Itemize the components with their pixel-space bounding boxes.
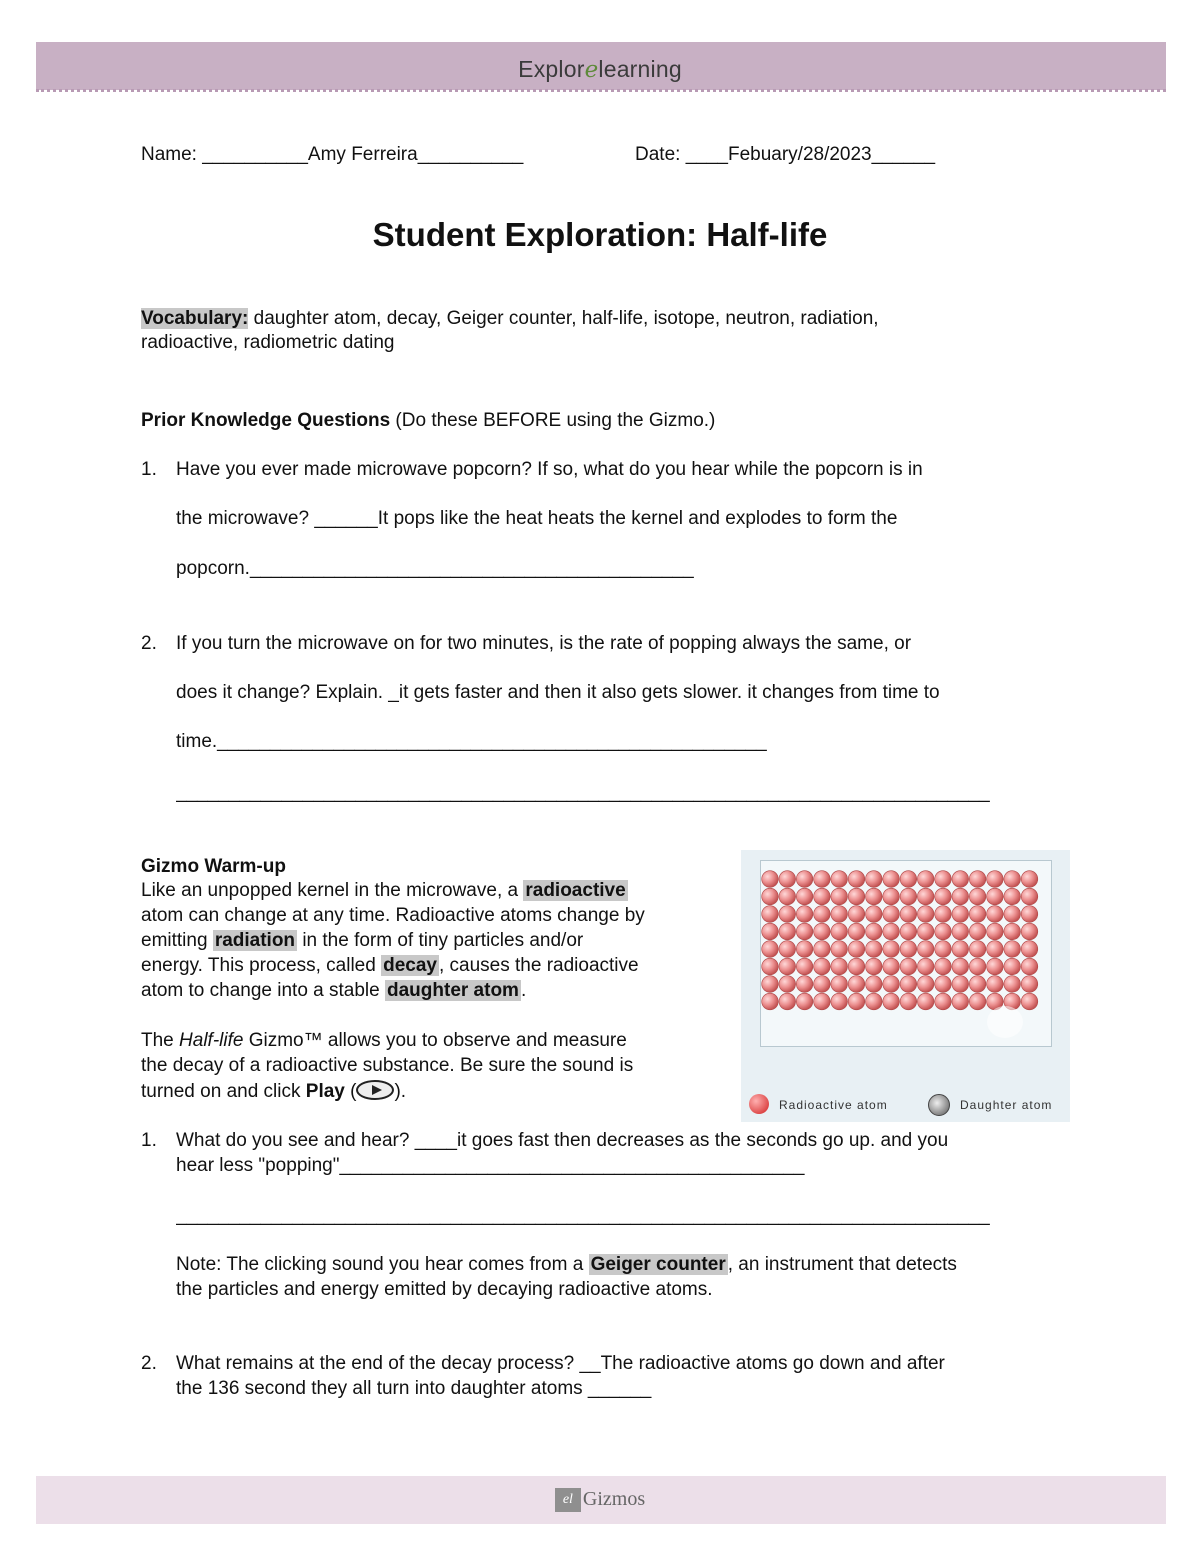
- vocabulary-line-1: Vocabulary: daughter atom, decay, Geiger counter, half-life, isotope, neutron, radiation,: [141, 308, 879, 329]
- radioactive-atom: [866, 906, 883, 923]
- radioactive-atom: [969, 923, 986, 940]
- radioactive-atom: [883, 941, 900, 958]
- warmup-p1-line-1: Like an unpopped kernel in the microwave, a radioactive: [141, 880, 626, 901]
- radioactive-atom: [935, 923, 952, 940]
- explorelearning-logo: Explorelearning: [518, 56, 682, 83]
- glare: [987, 1006, 1023, 1038]
- warmup-p2-line-3: turned on and click Play ( ).: [141, 1081, 407, 1102]
- radioactive-atom: [900, 888, 917, 905]
- play-icon: [356, 1080, 394, 1100]
- radioactive-atom: [762, 993, 779, 1010]
- note-line-2: the particles and energy emitted by decaying radioactive atoms.: [176, 1279, 713, 1300]
- radioactive-atom: [762, 888, 779, 905]
- radioactive-atom: [762, 976, 779, 993]
- radioactive-atom: [814, 958, 831, 975]
- pk-q2-line-1: If you turn the microwave on for two minutes, is the rate of popping always the same, or: [176, 633, 912, 654]
- radioactive-atom: [796, 941, 813, 958]
- radioactive-atom: [831, 906, 848, 923]
- term-daughter-atom: daughter atom: [387, 980, 519, 1001]
- radioactive-atom-icon: [749, 1094, 769, 1114]
- header-divider: [36, 89, 1166, 92]
- vocabulary-label: Vocabulary:: [141, 308, 249, 329]
- radioactive-atom: [1021, 993, 1038, 1010]
- pk-q2-number: 2.: [141, 633, 157, 654]
- radioactive-atom: [848, 906, 865, 923]
- radioactive-atom: [848, 993, 865, 1010]
- radioactive-atom: [900, 976, 917, 993]
- radioactive-atom: [935, 871, 952, 888]
- radioactive-atom: [1021, 871, 1038, 888]
- gizmo-legend: [741, 1086, 1070, 1122]
- radioactive-atom: [796, 906, 813, 923]
- radioactive-atom: [796, 958, 813, 975]
- radioactive-atom: [866, 941, 883, 958]
- radioactive-atom: [917, 923, 934, 940]
- radioactive-atom: [762, 923, 779, 940]
- radioactive-atom: [987, 871, 1004, 888]
- radioactive-atom: [883, 993, 900, 1010]
- pk-q2-line-4: _____________________________________________________________________________: [176, 782, 990, 803]
- radioactive-atom: [1004, 906, 1021, 923]
- radioactive-atom: [814, 923, 831, 940]
- wu-q2-line-1: What remains at the end of the decay process? __The radioactive atoms go down and after: [176, 1353, 945, 1374]
- radioactive-atom: [900, 906, 917, 923]
- pk-q2-line-3: time.____________________________________________________: [176, 731, 767, 752]
- radioactive-atom: [796, 888, 813, 905]
- radioactive-atom: [935, 941, 952, 958]
- radioactive-atom: [1021, 906, 1038, 923]
- warmup-p1-line-2: atom can change at any time. Radioactive atoms change by: [141, 905, 645, 926]
- radioactive-atom: [935, 888, 952, 905]
- radioactive-atom: [814, 871, 831, 888]
- warmup-heading: Gizmo Warm-up: [141, 856, 286, 877]
- radioactive-atom: [762, 941, 779, 958]
- note-line-1: Note: The clicking sound you hear comes from a Geiger counter , an instrument that detects: [176, 1254, 957, 1275]
- radioactive-atom: [900, 923, 917, 940]
- radioactive-atom: [779, 958, 796, 975]
- warmup-p1-line-5: atom to change into a stable daughter atom .: [141, 980, 527, 1001]
- radioactive-atom: [883, 976, 900, 993]
- radioactive-atom: [935, 993, 952, 1010]
- radioactive-atom: [831, 958, 848, 975]
- radioactive-atom: [866, 976, 883, 993]
- radioactive-atom: [762, 906, 779, 923]
- radioactive-atom: [866, 958, 883, 975]
- radioactive-atom: [969, 871, 986, 888]
- radioactive-atom: [969, 958, 986, 975]
- radioactive-atom: [1021, 976, 1038, 993]
- radioactive-atom: [814, 888, 831, 905]
- radioactive-atom: [987, 941, 1004, 958]
- pk-q1-line-1: Have you ever made microwave popcorn? If so, what do you hear while the popcorn is in: [176, 459, 923, 480]
- radioactive-atom: [900, 871, 917, 888]
- radioactive-atom: [1004, 958, 1021, 975]
- radioactive-atom: [900, 958, 917, 975]
- warmup-p2-line-2: the decay of a radioactive substance. Be sure the sound is: [141, 1055, 634, 1076]
- radioactive-atom: [952, 993, 969, 1010]
- radioactive-atom: [848, 888, 865, 905]
- legend-radioactive-label: Radioactive atom: [779, 1098, 888, 1112]
- warmup-p1-line-3: emitting radiation in the form of tiny particles and/or: [141, 930, 584, 951]
- radioactive-atom: [831, 871, 848, 888]
- radioactive-atom: [900, 941, 917, 958]
- radioactive-atom: [1021, 888, 1038, 905]
- pk-q1-line-3: popcorn.__________________________________________: [176, 558, 694, 579]
- radioactive-atom: [1004, 941, 1021, 958]
- radioactive-atom: [935, 976, 952, 993]
- radioactive-atom: [848, 941, 865, 958]
- radioactive-atom: [779, 976, 796, 993]
- radioactive-atom: [987, 923, 1004, 940]
- radioactive-atom: [814, 993, 831, 1010]
- radioactive-atom: [917, 993, 934, 1010]
- radioactive-atom: [796, 871, 813, 888]
- radioactive-atom: [969, 888, 986, 905]
- radioactive-atom: [796, 976, 813, 993]
- radioactive-atom: [1021, 923, 1038, 940]
- term-decay: decay: [383, 955, 437, 976]
- radioactive-atom: [1004, 871, 1021, 888]
- radioactive-atom: [814, 941, 831, 958]
- radioactive-atom: [831, 923, 848, 940]
- warmup-p2-line-1: The Half-life Gizmo™ allows you to observe and measure: [141, 1030, 627, 1051]
- radioactive-atom: [969, 976, 986, 993]
- daughter-atom-icon: [928, 1094, 950, 1116]
- warmup-p1-line-4: energy. This process, called decay , causes the radioactive: [141, 955, 639, 976]
- atom-grid: [741, 850, 1070, 1122]
- radioactive-atom: [848, 871, 865, 888]
- radioactive-atom: [917, 958, 934, 975]
- date-line: Date: ____Febuary/28/2023______: [635, 144, 936, 165]
- wu-q2-number: 2.: [141, 1353, 157, 1374]
- radioactive-atom: [952, 958, 969, 975]
- radioactive-atom: [779, 871, 796, 888]
- radioactive-atom: [866, 923, 883, 940]
- radioactive-atom: [779, 906, 796, 923]
- page-title: Student Exploration: Half-life: [372, 216, 828, 253]
- radioactive-atom: [779, 941, 796, 958]
- radioactive-atom: [762, 871, 779, 888]
- radioactive-atom: [987, 906, 1004, 923]
- radioactive-atom: [883, 923, 900, 940]
- radioactive-atom: [848, 923, 865, 940]
- pk-q2-line-2: does it change? Explain. _it gets faster and then it also gets slower. it changes from time to: [176, 682, 940, 703]
- radioactive-atom: [952, 976, 969, 993]
- radioactive-atom: [935, 906, 952, 923]
- radioactive-atom: [987, 888, 1004, 905]
- term-geiger-counter: Geiger counter: [590, 1254, 726, 1275]
- radioactive-atom: [883, 888, 900, 905]
- radioactive-atom: [796, 923, 813, 940]
- radioactive-atom: [952, 941, 969, 958]
- radioactive-atom: [987, 976, 1004, 993]
- vocabulary-line-2: radioactive, radiometric dating: [141, 332, 395, 353]
- radioactive-atom: [1004, 976, 1021, 993]
- radioactive-atom: [831, 941, 848, 958]
- term-radiation: radiation: [214, 930, 296, 951]
- radioactive-atom: [762, 958, 779, 975]
- radioactive-atom: [848, 976, 865, 993]
- radioactive-atom: [796, 993, 813, 1010]
- radioactive-atom: [883, 958, 900, 975]
- radioactive-atom: [917, 871, 934, 888]
- wu-q1-line-2: hear less "popping"____________________________________________: [176, 1155, 805, 1176]
- term-radioactive: radioactive: [525, 880, 626, 901]
- radioactive-atom: [1021, 958, 1038, 975]
- radioactive-atom: [987, 958, 1004, 975]
- radioactive-atom: [883, 871, 900, 888]
- prior-knowledge-heading: Prior Knowledge Questions (Do these BEFORE using the Gizmo.): [141, 410, 716, 431]
- radioactive-atom: [866, 871, 883, 888]
- radioactive-atom: [917, 888, 934, 905]
- radioactive-atom: [779, 888, 796, 905]
- radioactive-atom: [831, 888, 848, 905]
- radioactive-atom: [917, 976, 934, 993]
- pk-q1-line-2: the microwave? ______It pops like the heat heats the kernel and explodes to form the: [176, 508, 898, 529]
- gizmos-logo-mark: el: [555, 1488, 581, 1512]
- radioactive-atom: [779, 993, 796, 1010]
- radioactive-atom: [969, 906, 986, 923]
- wu-q1-line-1: What do you see and hear? ____it goes fast then decreases as the seconds go up. and you: [176, 1130, 949, 1151]
- radioactive-atom: [831, 976, 848, 993]
- radioactive-atom: [952, 871, 969, 888]
- radioactive-atom: [814, 976, 831, 993]
- radioactive-atom: [1021, 941, 1038, 958]
- radioactive-atom: [917, 941, 934, 958]
- pk-q1-number: 1.: [141, 459, 157, 480]
- radioactive-atom: [969, 993, 986, 1010]
- radioactive-atom: [779, 923, 796, 940]
- radioactive-atom: [917, 906, 934, 923]
- radioactive-atom: [814, 906, 831, 923]
- radioactive-atom: [866, 993, 883, 1010]
- radioactive-atom: [935, 958, 952, 975]
- radioactive-atom: [952, 888, 969, 905]
- radioactive-atom: [831, 993, 848, 1010]
- radioactive-atom: [969, 941, 986, 958]
- gizmos-logo: el Gizmos: [0, 1488, 1200, 1512]
- radioactive-atom: [900, 993, 917, 1010]
- wu-q1-line-3: _____________________________________________________________________________: [176, 1205, 990, 1226]
- radioactive-atom: [1004, 888, 1021, 905]
- wu-q1-number: 1.: [141, 1130, 157, 1151]
- name-line: Name: __________Amy Ferreira__________: [141, 144, 524, 165]
- radioactive-atom: [952, 923, 969, 940]
- legend-daughter-label: Daughter atom: [960, 1098, 1053, 1112]
- radioactive-atom: [848, 958, 865, 975]
- radioactive-atom: [1004, 923, 1021, 940]
- radioactive-atom: [952, 906, 969, 923]
- radioactive-atom: [866, 888, 883, 905]
- radioactive-atom: [883, 906, 900, 923]
- wu-q2-line-2: the 136 second they all turn into daughter atoms ______: [176, 1378, 652, 1399]
